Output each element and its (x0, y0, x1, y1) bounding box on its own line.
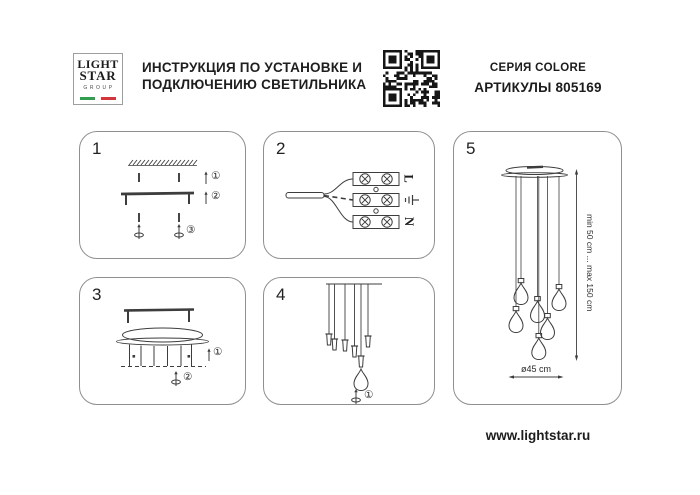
step-number: 3 (92, 285, 102, 304)
diffuser-attachment-diagram (264, 278, 436, 406)
logo-word-light: LIGHT (77, 57, 119, 71)
brand-logo (73, 53, 123, 105)
product-info (468, 62, 608, 95)
qr-code (383, 50, 440, 107)
document-title (142, 60, 366, 93)
panel-step-2-wiring (263, 131, 435, 259)
logo-word-group: GROUP (83, 85, 115, 91)
height-dimension-line (575, 169, 578, 361)
series-label: СЕРИЯ COLORE (489, 62, 587, 74)
step-marker-2: ② (211, 190, 221, 202)
logo-word-star: STAR (79, 68, 117, 83)
step-marker-3: ③ (186, 224, 196, 236)
step-marker-1: ① (213, 346, 223, 358)
italian-flag-icon (74, 97, 122, 100)
panel-step-3-canopy-mounting (79, 277, 246, 405)
panel-step-4-attach-diffusers (263, 277, 435, 405)
panel-step-5-assembled-fixture (453, 131, 622, 405)
wiring-diagram (264, 132, 436, 260)
step-marker-1: ① (364, 389, 374, 401)
step-marker-1: ① (211, 170, 221, 182)
step-number: 2 (276, 139, 286, 158)
panel-step-1-bracket-mounting (79, 131, 246, 259)
canopy-mounting-diagram (80, 278, 247, 406)
step-number: 1 (92, 139, 102, 158)
title-line-2: ПОДКЛЮЧЕНИЮ СВЕТИЛЬНИКА (142, 76, 367, 92)
terminal-label-line: L (401, 174, 416, 183)
step-number: 5 (466, 139, 476, 158)
article-number: АРТИКУЛЫ 805169 (474, 80, 602, 95)
height-dimension-label: min 50 cm ... max 150 cm (585, 214, 595, 312)
title-line-1: ИНСТРУКЦИЯ ПО УСТАНОВКЕ И (142, 60, 363, 75)
step-number: 4 (276, 285, 286, 304)
earth-ground-icon (406, 195, 420, 205)
bracket-mounting-diagram (80, 132, 247, 260)
website-url: www.lightstar.ru (485, 428, 591, 443)
terminal-label-neutral: N (402, 216, 417, 227)
diameter-dimension-label: ø45 cm (520, 364, 551, 374)
diameter-dimension-line (509, 375, 564, 378)
step-marker-2: ② (183, 371, 193, 383)
